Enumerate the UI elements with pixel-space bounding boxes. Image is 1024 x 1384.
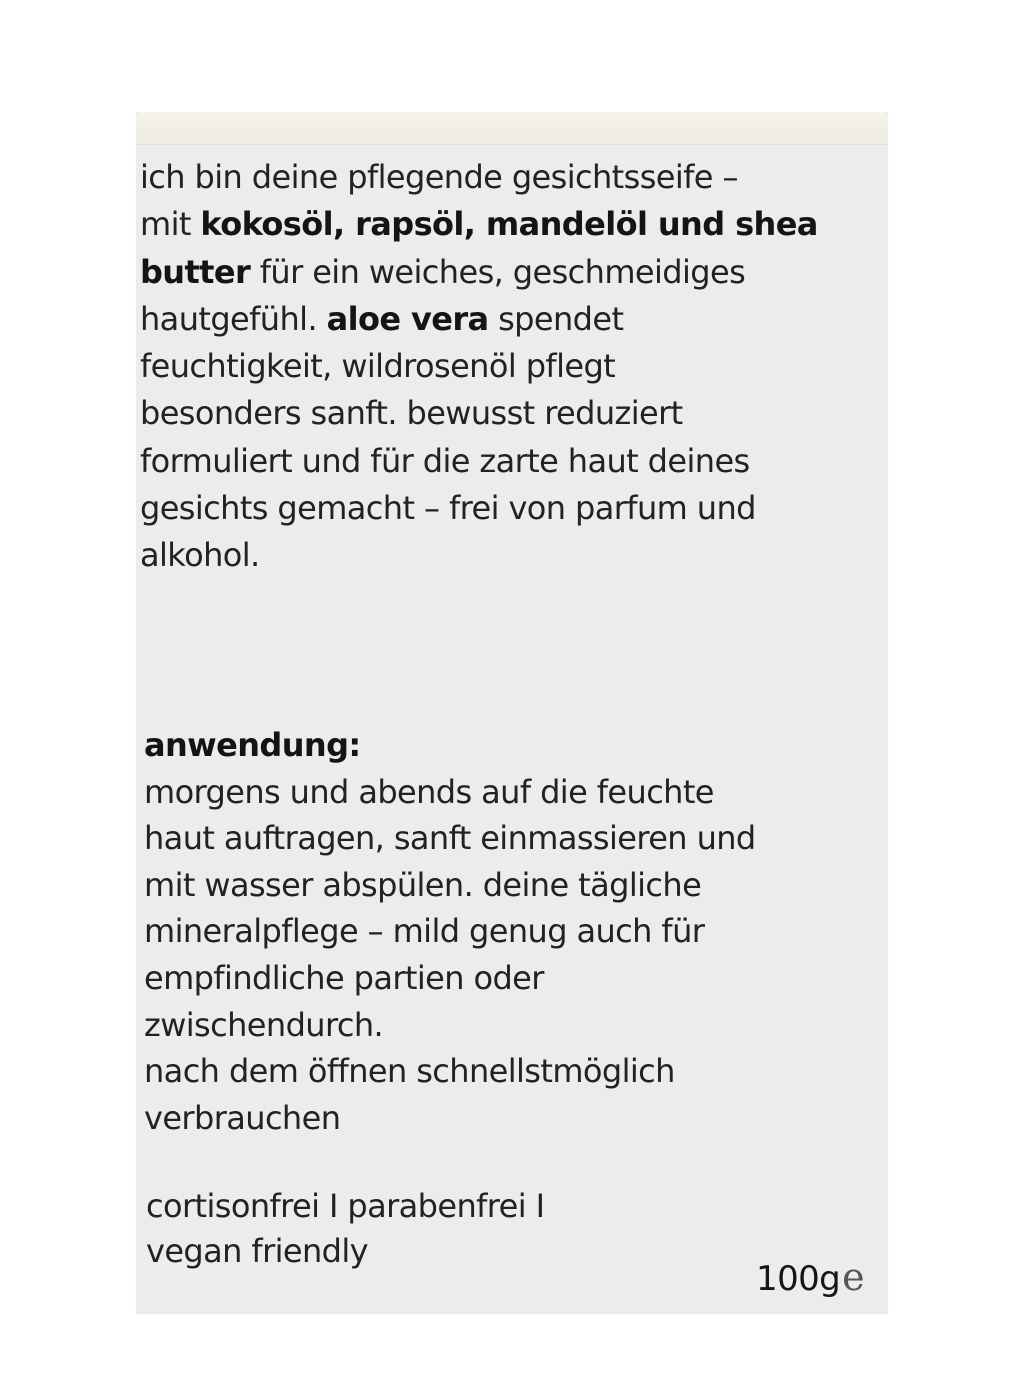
description-line: formuliert und für die zarte haut deines [140, 441, 750, 480]
usage-line: mineralpflege – mild genug auch für [144, 912, 705, 951]
description-line: besonders sanft. bewusst reduziert [140, 394, 683, 433]
usage-instructions [144, 722, 884, 1141]
description-line: alkohol. [140, 536, 260, 575]
usage-line: zwischendurch. [144, 1005, 384, 1044]
description-line: feuchtigkeit, wildrosenöl pflegt [140, 347, 616, 386]
usage-heading: anwendung: [144, 726, 361, 764]
usage-line: morgens und abends auf die feuchte [144, 772, 714, 811]
package-top-flap [136, 112, 888, 145]
ingredient-aloe-bold: aloe vera [326, 299, 489, 338]
description-line: hautgefühl. aloe vera spendet [140, 299, 624, 338]
description-line: mit kokosöl, rapsöl, mandelöl und shea [140, 205, 818, 244]
net-weight-value: 100g [756, 1259, 841, 1299]
usage-line: verbrauchen [144, 1098, 341, 1137]
estimated-sign-icon: e [842, 1255, 864, 1299]
claims-line: vegan friendly [146, 1232, 369, 1270]
description-line: ich bin deine pflegende gesichtsseife – [140, 158, 738, 196]
claims-line: cortisonfrei I parabenfrei I [146, 1187, 545, 1225]
ingredients-bold: kokosöl, rapsöl, mandelöl und shea [200, 205, 818, 244]
usage-line: empfindliche partien oder [144, 958, 544, 997]
usage-line: nach dem öffnen schnellstmöglich [144, 1052, 675, 1091]
ingredients-bold: butter [140, 252, 251, 291]
description-line: gesichts gemacht – frei von parfum und [140, 489, 756, 528]
usage-line: mit wasser abspülen. deine tägliche [144, 865, 702, 904]
product-package-back [136, 112, 888, 1314]
usage-line: haut auftragen, sanft einmassieren und [144, 819, 756, 858]
net-weight [756, 1255, 864, 1299]
description-line: butter für ein weiches, geschmeidiges [140, 252, 746, 291]
product-description [140, 154, 880, 580]
product-claims [146, 1184, 746, 1274]
